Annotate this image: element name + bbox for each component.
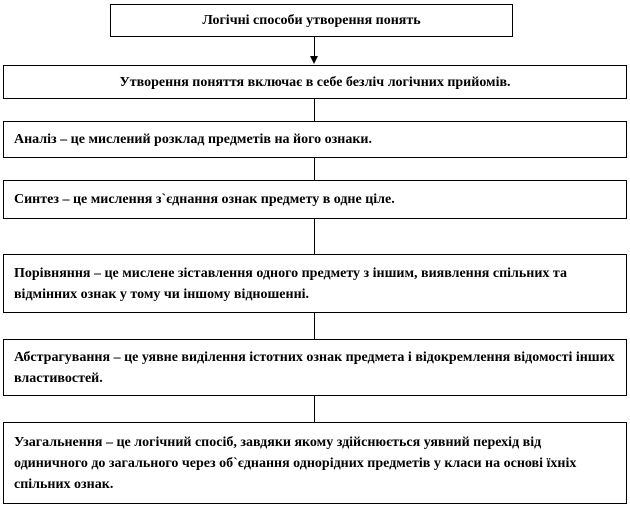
- connector-intro-to-item-1: [314, 99, 315, 121]
- method-box-generalization: [3, 422, 627, 504]
- method-box-analysis: [3, 121, 627, 158]
- connector-item-1-to-item-2: [314, 158, 315, 180]
- method-text-comparison: Порівняння – це мислене зіставлення одного предмету з іншим, виявлення спільних та відмінних ознак у тому чи іншому відношенні.: [14, 265, 567, 302]
- diagram-title: Логічні способи утворення понять: [202, 13, 421, 28]
- intro-box: [3, 65, 627, 99]
- method-box-abstraction: [3, 339, 627, 396]
- intro-text: Утворення поняття включає в себе безліч логічних прийомів.: [119, 74, 511, 90]
- method-text-abstraction: Абстрагування – це уявне виділення істотних ознак предмета і відокремлення відомості інших властивостей.: [14, 349, 615, 386]
- connector-item-3-to-item-4: [314, 313, 315, 339]
- connector-item-2-to-item-3: [314, 219, 315, 254]
- diagram-title-box: [110, 4, 513, 37]
- method-text-synthesis: Синтез – це мислення з`єднання ознак предмету в одне ціле.: [14, 192, 395, 207]
- connector-item-4-to-item-5: [314, 396, 315, 422]
- connector-title-to-intro: [314, 37, 315, 57]
- method-text-generalization: Узагальнення – це логічний спосіб, завдяки якому здійснюється уявний перехід від одиничного до загального через об`єднання однорідних предметів у класи на основі їхніх спільних ознак.: [14, 434, 577, 492]
- arrow-head: [310, 56, 318, 64]
- method-box-comparison: [3, 254, 627, 313]
- method-text-analysis: Аналіз – це мислений розклад предметів на його ознаки.: [14, 132, 372, 147]
- method-box-synthesis: [3, 180, 627, 219]
